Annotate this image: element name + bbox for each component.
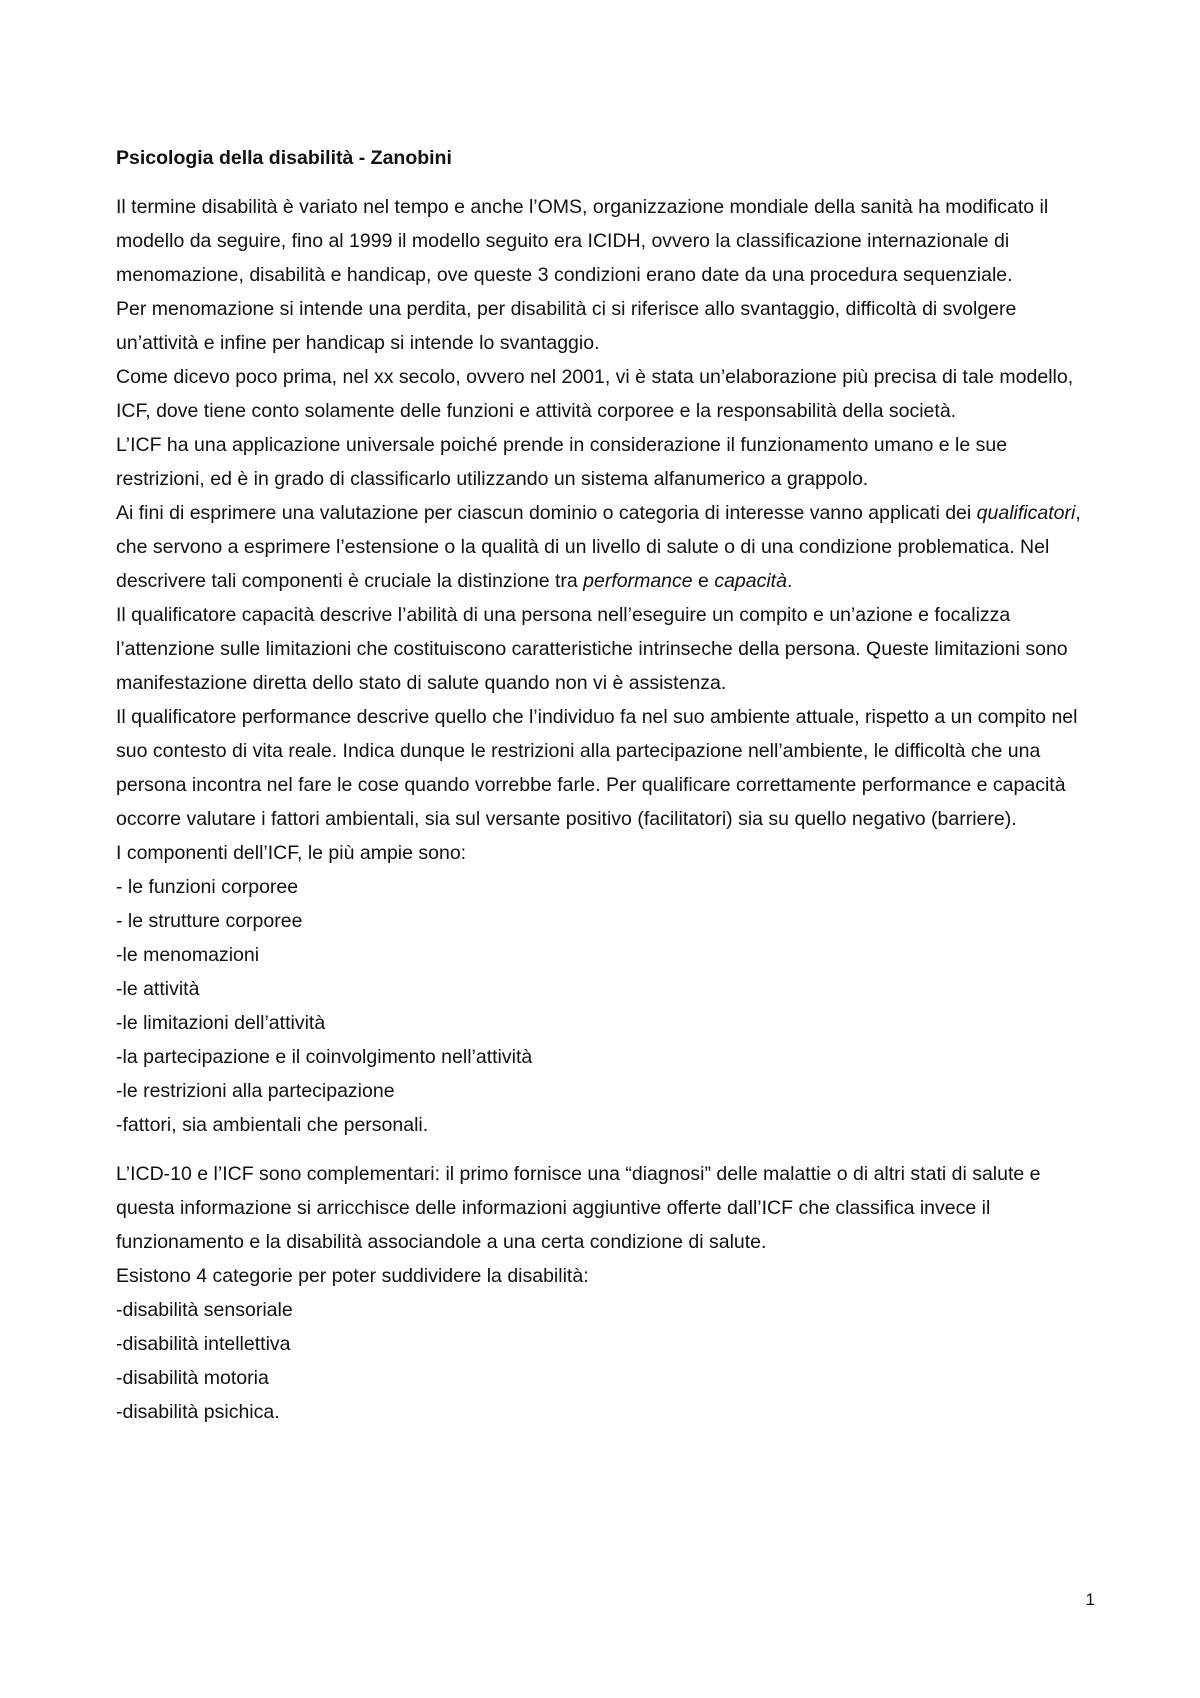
paragraph-menomazione-definition: Per menomazione si intende una perdita, per disabilità ci si riferisce allo svantaggio, difficoltà di svolgere un’attività e infine per handicap si intende lo svantaggio. bbox=[116, 298, 1017, 354]
paragraph-gap bbox=[116, 1142, 1096, 1157]
paragraph-oms-model: Il termine disabilità è variato nel tempo e anche l’OMS, organizzazione mondiale della sanità ha modificato il modello da seguire, fino al 1999 il modello seguito era ICIDH, ovvero la classificazione internazionale di menomazione, disabilità e handicap, ove queste 3 condizioni erano date da una procedura sequenziale. bbox=[116, 196, 1049, 286]
paragraph-qualificatori-text-4: . bbox=[786, 570, 793, 592]
paragraph-performance-qualifier: Il qualificatore performance descrive quello che l’individuo fa nel suo ambiente attuale, rispetto a un compito nel suo contesto di vita reale. Indica dunque le restrizioni alla partecipazione nell’ambiente, le difficoltà che una persona incontra nel fare le cose quando vorrebbe farle. Per qualificare correttamente performance e capacità occorre valutare i fattori ambientali, sia sul versante positivo (facilitatori) sia su quello negativo (barriere). bbox=[116, 706, 1078, 830]
list-item: -fattori, sia ambientali che personali. bbox=[116, 1114, 429, 1136]
paragraph-qualificatori-text-3: e bbox=[692, 570, 715, 592]
list-item: -disabilità sensoriale bbox=[116, 1299, 293, 1321]
paragraph-icf-2001: Come dicevo poco prima, nel xx secolo, ovvero nel 2001, vi è stata un’elaborazione più precisa di tale modello, ICF, dove tiene conto solamente delle funzioni e attività corporee e la responsabilità della società. bbox=[116, 366, 1074, 422]
list-item: -disabilità psichica. bbox=[116, 1401, 280, 1423]
paragraph-qualificatori-text-1: Ai fini di esprimere una valutazione per ciascun dominio o categoria di interesse vanno applicati dei bbox=[116, 502, 977, 524]
page-number: 1 bbox=[1085, 1590, 1095, 1609]
document-content bbox=[116, 141, 1096, 1429]
term-capacita: capacità bbox=[714, 570, 787, 592]
list-item: -disabilità motoria bbox=[116, 1367, 269, 1389]
icf-components-list bbox=[116, 870, 1096, 1142]
list-item: -le limitazioni dell’attività bbox=[116, 1012, 326, 1034]
list-item: -le restrizioni alla partecipazione bbox=[116, 1080, 395, 1102]
paragraph-icf-components-intro: I componenti dell’ICF, le più ampie sono: bbox=[116, 842, 467, 864]
paragraph-icd10-icf: L’ICD-10 e l’ICF sono complementari: il primo fornisce una “diagnosi” delle malattie o di altri stati di salute e questa informazione si arricchisce delle informazioni aggiuntive offerte dall’ICF che classifica invece il funzionamento e la disabilità associandole a una certa condizione di salute. bbox=[116, 1163, 1041, 1253]
disability-categories-list bbox=[116, 1293, 1096, 1429]
paragraph-qualificatori-text-2: , che servono a esprimere l’estensione o la qualità di un livello di salute o di una condizione problematica. Nel descrivere tali componenti è cruciale la distinzione tra bbox=[116, 502, 1081, 592]
term-qualificatori: qualificatori bbox=[976, 502, 1076, 524]
list-item: -disabilità intellettiva bbox=[116, 1333, 291, 1355]
list-item: - le strutture corporee bbox=[116, 910, 303, 932]
term-performance: performance bbox=[583, 570, 693, 592]
list-item: -le menomazioni bbox=[116, 944, 260, 966]
paragraph-capacita-qualifier: Il qualificatore capacità descrive l’abilità di una persona nell’eseguire un compito e un’azione e focalizza l’attenzione sulle limitazioni che costituiscono caratteristiche intrinseche della persona. Queste limitazioni sono manifestazione diretta dello stato di salute quando non vi è assistenza. bbox=[116, 604, 1068, 694]
list-item: -le attività bbox=[116, 978, 200, 1000]
list-item: - le funzioni corporee bbox=[116, 876, 299, 898]
paragraph-disability-categories-intro: Esistono 4 categorie per poter suddividere la disabilità: bbox=[116, 1265, 589, 1287]
paragraph-qualificatori bbox=[116, 496, 1096, 598]
paragraph-icf-universal: L’ICF ha una applicazione universale poiché prende in considerazione il funzionamento umano e le sue restrizioni, ed è in grado di classificarlo utilizzando un sistema alfanumerico a grappolo. bbox=[116, 434, 1008, 490]
list-item: -la partecipazione e il coinvolgimento nell’attività bbox=[116, 1046, 533, 1068]
document-title: Psicologia della disabilità - Zanobini bbox=[116, 147, 452, 169]
